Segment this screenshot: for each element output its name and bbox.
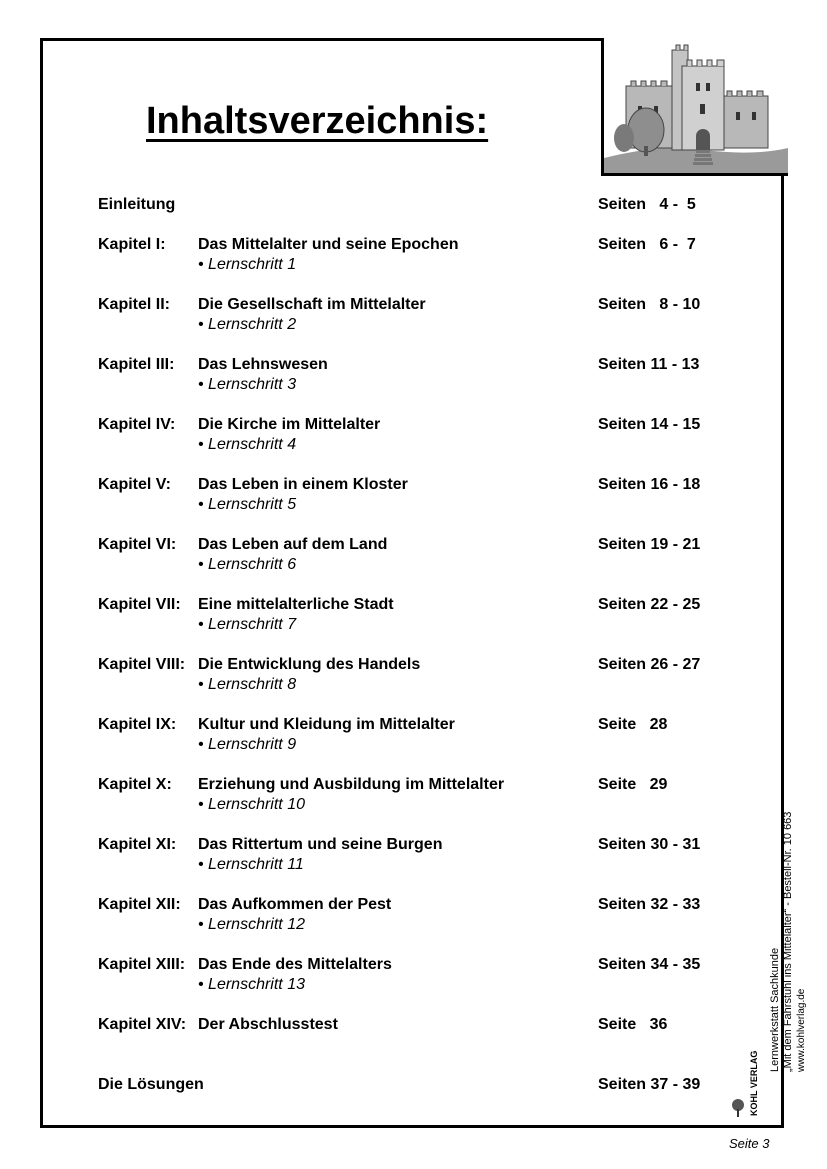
publisher-logo [727,1052,771,1122]
entry-step: • Lernschritt 11 [198,856,304,873]
toc-entry [98,716,718,766]
entry-step: • Lernschritt 2 [198,316,297,333]
toc-entry [98,896,718,946]
entry-step: • Lernschritt 1 [198,256,297,273]
entry-title: Das Leben auf dem Land [198,536,388,553]
entry-label: Kapitel VI: [98,536,177,553]
entry-label: Kapitel XIV: [98,1016,187,1033]
entry-pages: Seite 28 [598,716,668,733]
entry-title: Eine mittelalterliche Stadt [198,596,394,613]
entry-label: Kapitel IV: [98,416,176,433]
entry-step: • Lernschritt 3 [198,376,297,393]
entry-pages: Seiten 30 - 31 [598,836,701,853]
entry-label: Kapitel III: [98,356,175,373]
toc-entry [98,296,718,346]
toc-entry [98,596,718,646]
publisher-line-1: Lernwerkstatt Sachkunde [769,947,781,1072]
entry-step: • Lernschritt 8 [198,676,297,693]
entry-label: Kapitel I: [98,236,166,253]
entry-step: • Lernschritt 7 [198,616,297,633]
entry-pages: Seiten 37 - 39 [598,1076,701,1093]
entry-title: Der Abschlusstest [198,1016,338,1033]
publisher-website: www.kohlverlag.de [796,988,807,1072]
toc-entry [98,1076,718,1126]
entry-label: Kapitel II: [98,296,171,313]
entry-pages: Seiten 32 - 33 [598,896,701,913]
entry-pages: Seiten 19 - 21 [598,536,701,553]
logo-brand: KOHL VERLAG [749,1050,759,1116]
entry-label: Kapitel IX: [98,716,177,733]
entry-step: • Lernschritt 6 [198,556,297,573]
entry-title: Das Leben in einem Kloster [198,476,408,493]
tree-logo-icon [729,1098,747,1118]
entry-title: Die Gesellschaft im Mittelalter [198,296,426,313]
entry-pages: Seite 36 [598,1016,668,1033]
entry-title: Erziehung und Ausbildung im Mittelalter [198,776,505,793]
entry-label: Kapitel XI: [98,836,177,853]
entry-title: Das Rittertum und seine Burgen [198,836,443,853]
toc-entry [98,956,718,1006]
entry-title: Kultur und Kleidung im Mittelalter [198,716,455,733]
toc-entry [98,656,718,706]
page-title: Inhaltsverzeichnis: [146,100,489,142]
toc-entry [98,416,718,466]
entry-pages: Seite 29 [598,776,668,793]
toc-entry [98,1016,718,1066]
entry-pages: Seiten 26 - 27 [598,656,701,673]
entry-step: • Lernschritt 9 [198,736,297,753]
entry-label: Kapitel XIII: [98,956,186,973]
entry-label: Kapitel VIII: [98,656,186,673]
castle-illustration [601,38,788,176]
entry-label: Kapitel X: [98,776,172,793]
entry-title: Das Mittelalter und seine Epochen [198,236,459,253]
entry-title: Das Lehnswesen [198,356,328,373]
entry-step: • Lernschritt 5 [198,496,297,513]
entry-step: • Lernschritt 10 [198,796,305,813]
entry-pages: Seiten 22 - 25 [598,596,701,613]
entry-title: Die Entwicklung des Handels [198,656,421,673]
entry-pages: Seiten 16 - 18 [598,476,701,493]
entry-pages: Seiten 34 - 35 [598,956,701,973]
entry-step: • Lernschritt 4 [198,436,297,453]
entry-title: Das Ende des Mittelalters [198,956,392,973]
entry-pages: Seiten 4 - 5 [598,196,696,213]
entry-label: Kapitel VII: [98,596,181,613]
entry-pages: Seiten 8 - 10 [598,296,701,313]
entry-pages: Seiten 6 - 7 [598,236,696,253]
entry-title: Die Kirche im Mittelalter [198,416,381,433]
entry-label: Kapitel V: [98,476,171,493]
entry-label: Kapitel XII: [98,896,181,913]
entry-title: Das Aufkommen der Pest [198,896,392,913]
toc-entry [98,476,718,526]
toc-entry [98,536,718,586]
page-number: Seite 3 [729,1136,770,1151]
entry-label: Die Lösungen [98,1076,204,1093]
publisher-line-2: „Mit dem Fahrstuhl ins Mittelalter“ - Bestell-Nr. 10 663 [782,811,794,1072]
toc-entry [98,836,718,886]
entry-step: • Lernschritt 13 [198,976,305,993]
toc-entry [98,236,718,286]
castle-icon [604,38,788,173]
toc-entry [98,776,718,826]
publisher-info [769,812,808,1072]
toc-entry [98,356,718,406]
entry-step: • Lernschritt 12 [198,916,305,933]
entry-pages: Seiten 14 - 15 [598,416,701,433]
entry-pages: Seiten 11 - 13 [598,356,700,373]
entry-label: Einleitung [98,196,176,213]
